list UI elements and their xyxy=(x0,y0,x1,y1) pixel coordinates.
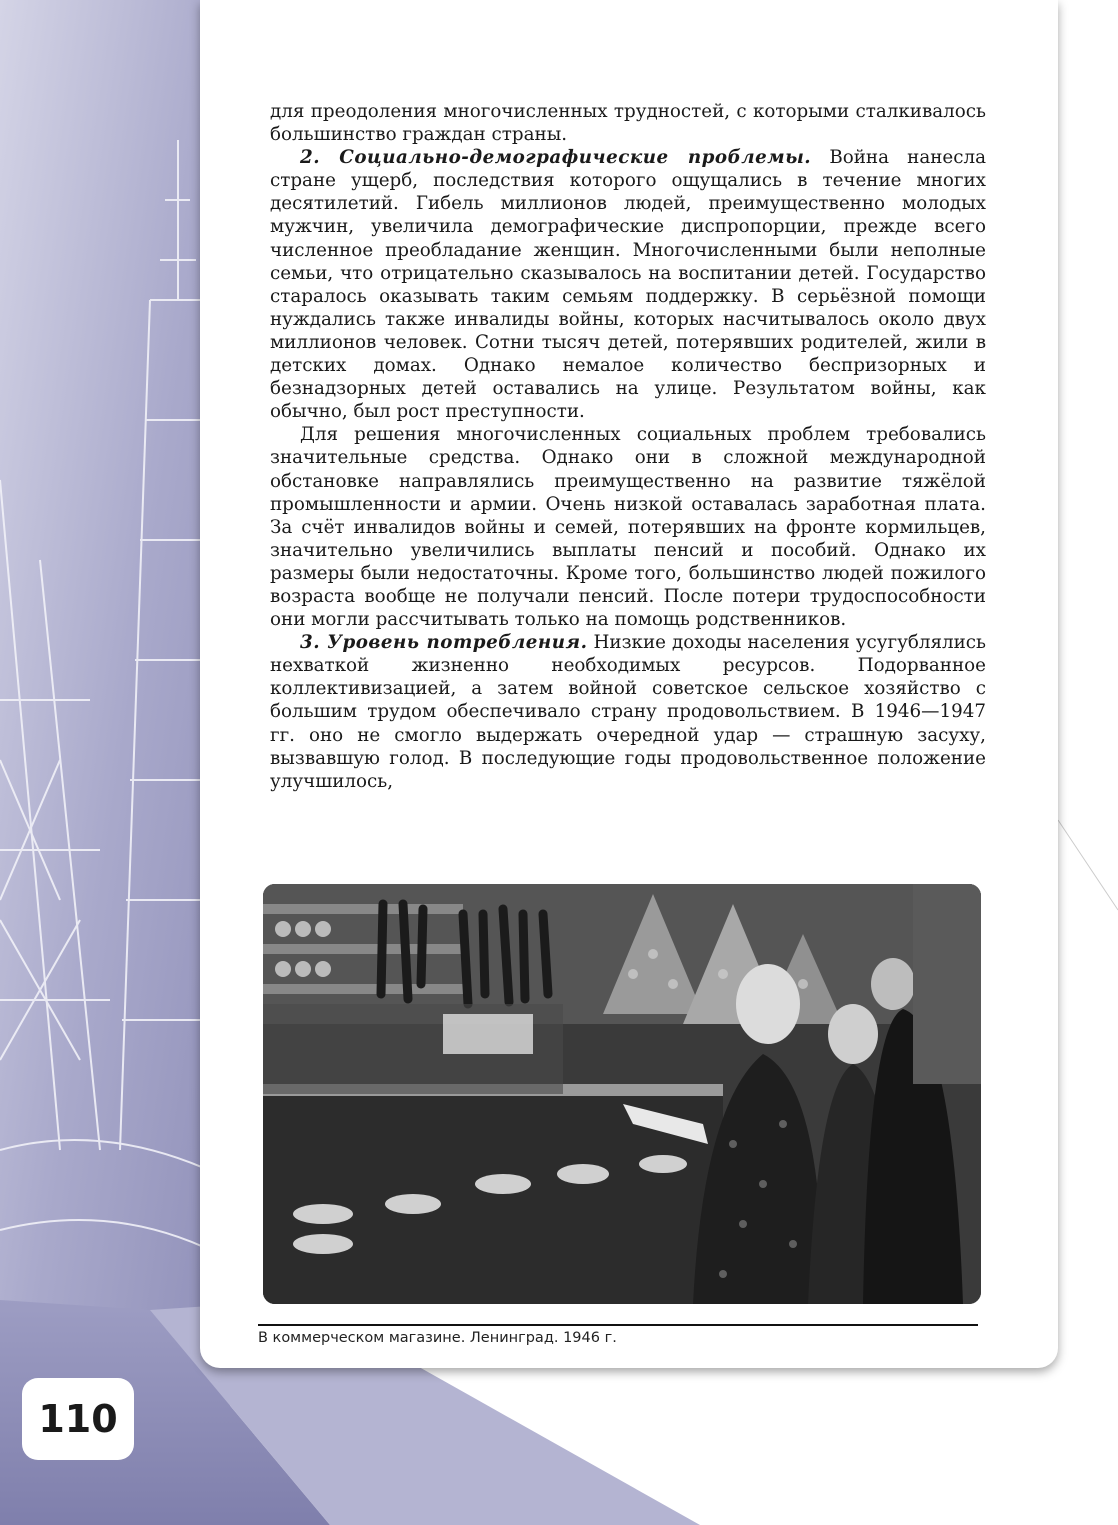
page-number-badge xyxy=(22,1378,134,1460)
page-number: 110 xyxy=(38,1397,118,1441)
paragraph: для преодоления многочисленных трудностей, с которыми сталкивалось большинство граждан страны. xyxy=(270,101,986,146)
body-text xyxy=(270,100,986,793)
section-2 xyxy=(270,146,986,423)
section-3 xyxy=(270,631,986,793)
shop-photo xyxy=(263,884,981,1304)
section-heading: 3. Уровень потребления. xyxy=(300,632,588,654)
section-body: Низкие доходы населения усугублялись нехваткой жизненно необходимых ресурсов. Подорванное коллективизацией, а затем войной советское сельское хозяйство с большим трудом обеспечивало страну продовольствием. В 1946—1947 гг. оно не смогло выдержать очередной удар — страшную засуху, вызвавшую голод. В последующие годы продовольственное положение улучшилось, xyxy=(270,632,986,792)
section-body: Война нанесла стране ущерб, последствия которого ощущались в течение многих десятилетий. Гибель миллионов людей, преимущественно молодых мужчин, увеличила демографические диспропорции, прежде всего численное преобладание женщин. Многочисленными были неполные семьи, что отрицательно сказывалось на воспитании детей. Государство старалось оказывать таким семьям поддержку. В серьёзной помощи нуждались также инвалиды войны, которых насчитывалось около двух миллионов человек. Сотни тысяч детей, потерявших родителей, жили в детских домах. Однако немалое количество беспризорных и безнадзорных детей оставались на улице. Результатом войны, как обычно, был рост преступности. xyxy=(270,147,987,423)
figure-caption: В коммерческом магазине. Ленинград. 1946 г. xyxy=(258,1330,617,1346)
section-heading: 2. Социально-демографические проблемы. xyxy=(300,147,812,169)
caption-rule xyxy=(258,1324,978,1326)
paragraph: Для решения многочисленных социальных проблем требовались значительные средства. Однако они в сложной международной обстановке направлялись преимущественно на развитие тяжёлой промышленности и армии. Очень низкой оставалась заработная плата. За счёт инвалидов войны и семей, потерявших на фронте кормильцев, значительно увеличились выплаты пенсий и пособий. Однако их размеры были недостаточны. Кроме того, большинство людей пожилого возраста вообще не получали пенсий. После потери трудоспособности они могли рассчитывать только на помощь родственников. xyxy=(270,424,986,631)
